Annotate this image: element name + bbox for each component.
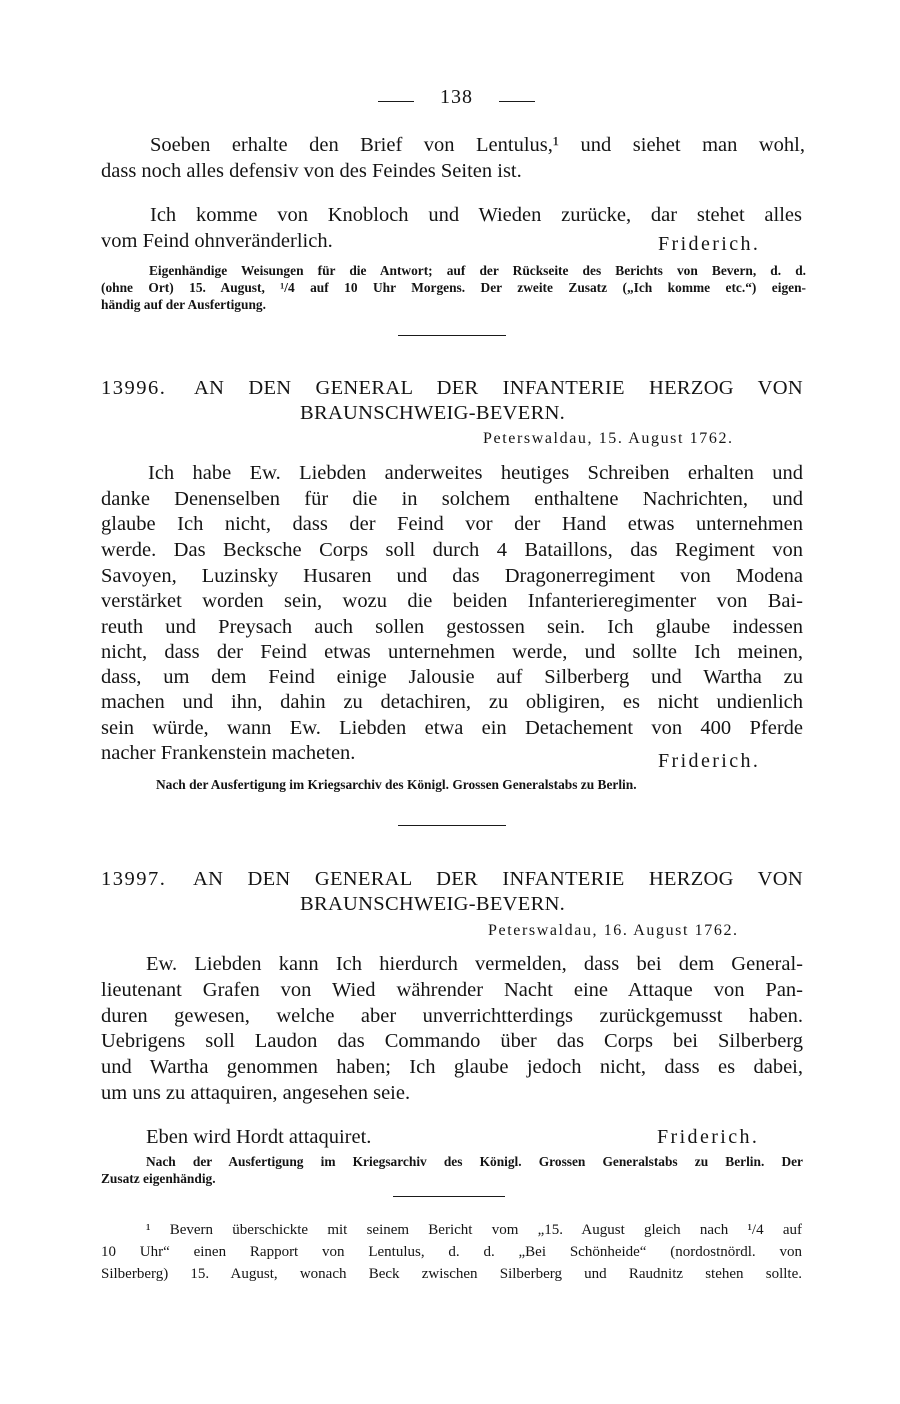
editorial-note: händig auf der Ausfertigung. [101, 297, 266, 312]
letter-heading: BRAUNSCHWEIG-BEVERN. [300, 893, 566, 915]
body-line: Savoyen, Luzinsky Husaren und das Dragonerregiment von Modena [101, 565, 803, 587]
letter-number: 13997. [101, 868, 167, 890]
postscript: Eben wird Hordt attaquiret. [146, 1126, 372, 1148]
header-rule-left [378, 101, 414, 102]
footnote-divider [393, 1196, 505, 1197]
letter-heading: AN DEN GENERAL DER INFANTERIE HERZOG VON [193, 868, 803, 890]
signature: Friderich. [658, 750, 761, 772]
body-line: lieutenant Grafen von Wied währender Nacht eine Attaque von Pan- [101, 979, 803, 1001]
footnote-line: Silberberg) 15. August, wonach Beck zwischen Silberberg und Raudnitz stehen sollte. [101, 1266, 802, 1282]
body-line: nicht, dass der Feind etwas unternehmen werde, und sollte Ich meinen, [101, 641, 803, 663]
body-line: reuth und Preysach auch sollen gestossen sein. Ich glaube indessen [101, 616, 803, 638]
footnote-line: 10 Uhr“ einen Rapport von Lentulus, d. d. „Bei Schönheide“ (nordostnördl. von [101, 1244, 802, 1260]
continuation-line: Soeben erhalte den Brief von Lentulus,¹ und siehet man wohl, [150, 134, 805, 156]
signature: Friderich. [658, 233, 761, 255]
section-divider [398, 825, 506, 826]
body-line: um uns zu attaquiren, angesehen seie. [101, 1082, 411, 1104]
body-line: machen und ihn, dahin zu detachiren, zu obligiren, es nicht undienlich [101, 691, 803, 713]
source-note: Nach der Ausfertigung im Kriegsarchiv des Königl. Grossen Generalstabs zu Berlin. Der [146, 1154, 803, 1169]
section-divider [398, 335, 506, 336]
letter-heading: BRAUNSCHWEIG-BEVERN. [300, 402, 566, 424]
signature: Friderich. [657, 1126, 760, 1148]
body-line: danke Denenselben für die in solchem enthaltene Nachrichten, und [101, 488, 803, 510]
source-note: Nach der Ausfertigung im Kriegsarchiv des Königl. Grossen Generalstabs zu Berlin. [156, 777, 637, 792]
body-line: duren gewesen, welche aber unverrichtterdings zurückgemusst haben. [101, 1005, 803, 1027]
body-line: und Wartha genommen haben; Ich glaube jedoch nicht, dass es dabei, [101, 1056, 803, 1078]
place-date: Peterswaldau, 15. August 1762. [483, 430, 734, 447]
body-line: verstärket worden sein, wozu die beiden Infanterieregimenter von Bai- [101, 590, 803, 612]
body-line: werde. Das Becksche Corps soll durch 4 Bataillons, das Regiment von [101, 539, 803, 561]
body-line: sein würde, wann Ew. Liebden etwa ein Detachement von 400 Pferde [101, 717, 803, 739]
place-date: Peterswaldau, 16. August 1762. [488, 922, 739, 939]
footnote-line: ¹ Bevern überschickte mit seinem Bericht vom „15. August gleich nach ¹/4 auf [146, 1222, 802, 1238]
continuation-line: Ich komme von Knobloch und Wieden zurücke, dar stehet alles [150, 204, 802, 226]
editorial-note: Eigenhändige Weisungen für die Antwort; auf der Rückseite des Berichts von Bevern, d. d. [149, 263, 806, 278]
body-line: nacher Frankenstein macheten. [101, 742, 356, 764]
body-line: Ich habe Ew. Liebden anderweites heutiges Schreiben erhalten und [148, 462, 803, 484]
page-number: 138 [440, 86, 473, 108]
body-line: Uebrigens soll Laudon das Commando über das Corps bei Silberberg [101, 1030, 803, 1052]
header-rule-right [499, 101, 535, 102]
body-line: dass, um dem Feind einige Jalousie auf Silberberg und Wartha zu [101, 666, 803, 688]
letter-number: 13996. [101, 377, 167, 399]
source-note: Zusatz eigenhändig. [101, 1171, 216, 1186]
editorial-note: (ohne Ort) 15. August, ¹/4 auf 10 Uhr Morgens. Der zweite Zusatz („Ich komme etc.“) eigen- [101, 280, 806, 295]
body-line: glaube Ich nicht, dass der Feind vor der Hand etwas unternehmen [101, 513, 803, 535]
letter-heading: AN DEN GENERAL DER INFANTERIE HERZOG VON [194, 377, 803, 399]
continuation-line: dass noch alles defensiv von des Feindes Seiten ist. [101, 160, 522, 182]
body-line: Ew. Liebden kann Ich hierdurch vermelden, dass bei dem General- [146, 953, 803, 975]
continuation-line: vom Feind ohnveränderlich. [101, 230, 333, 252]
